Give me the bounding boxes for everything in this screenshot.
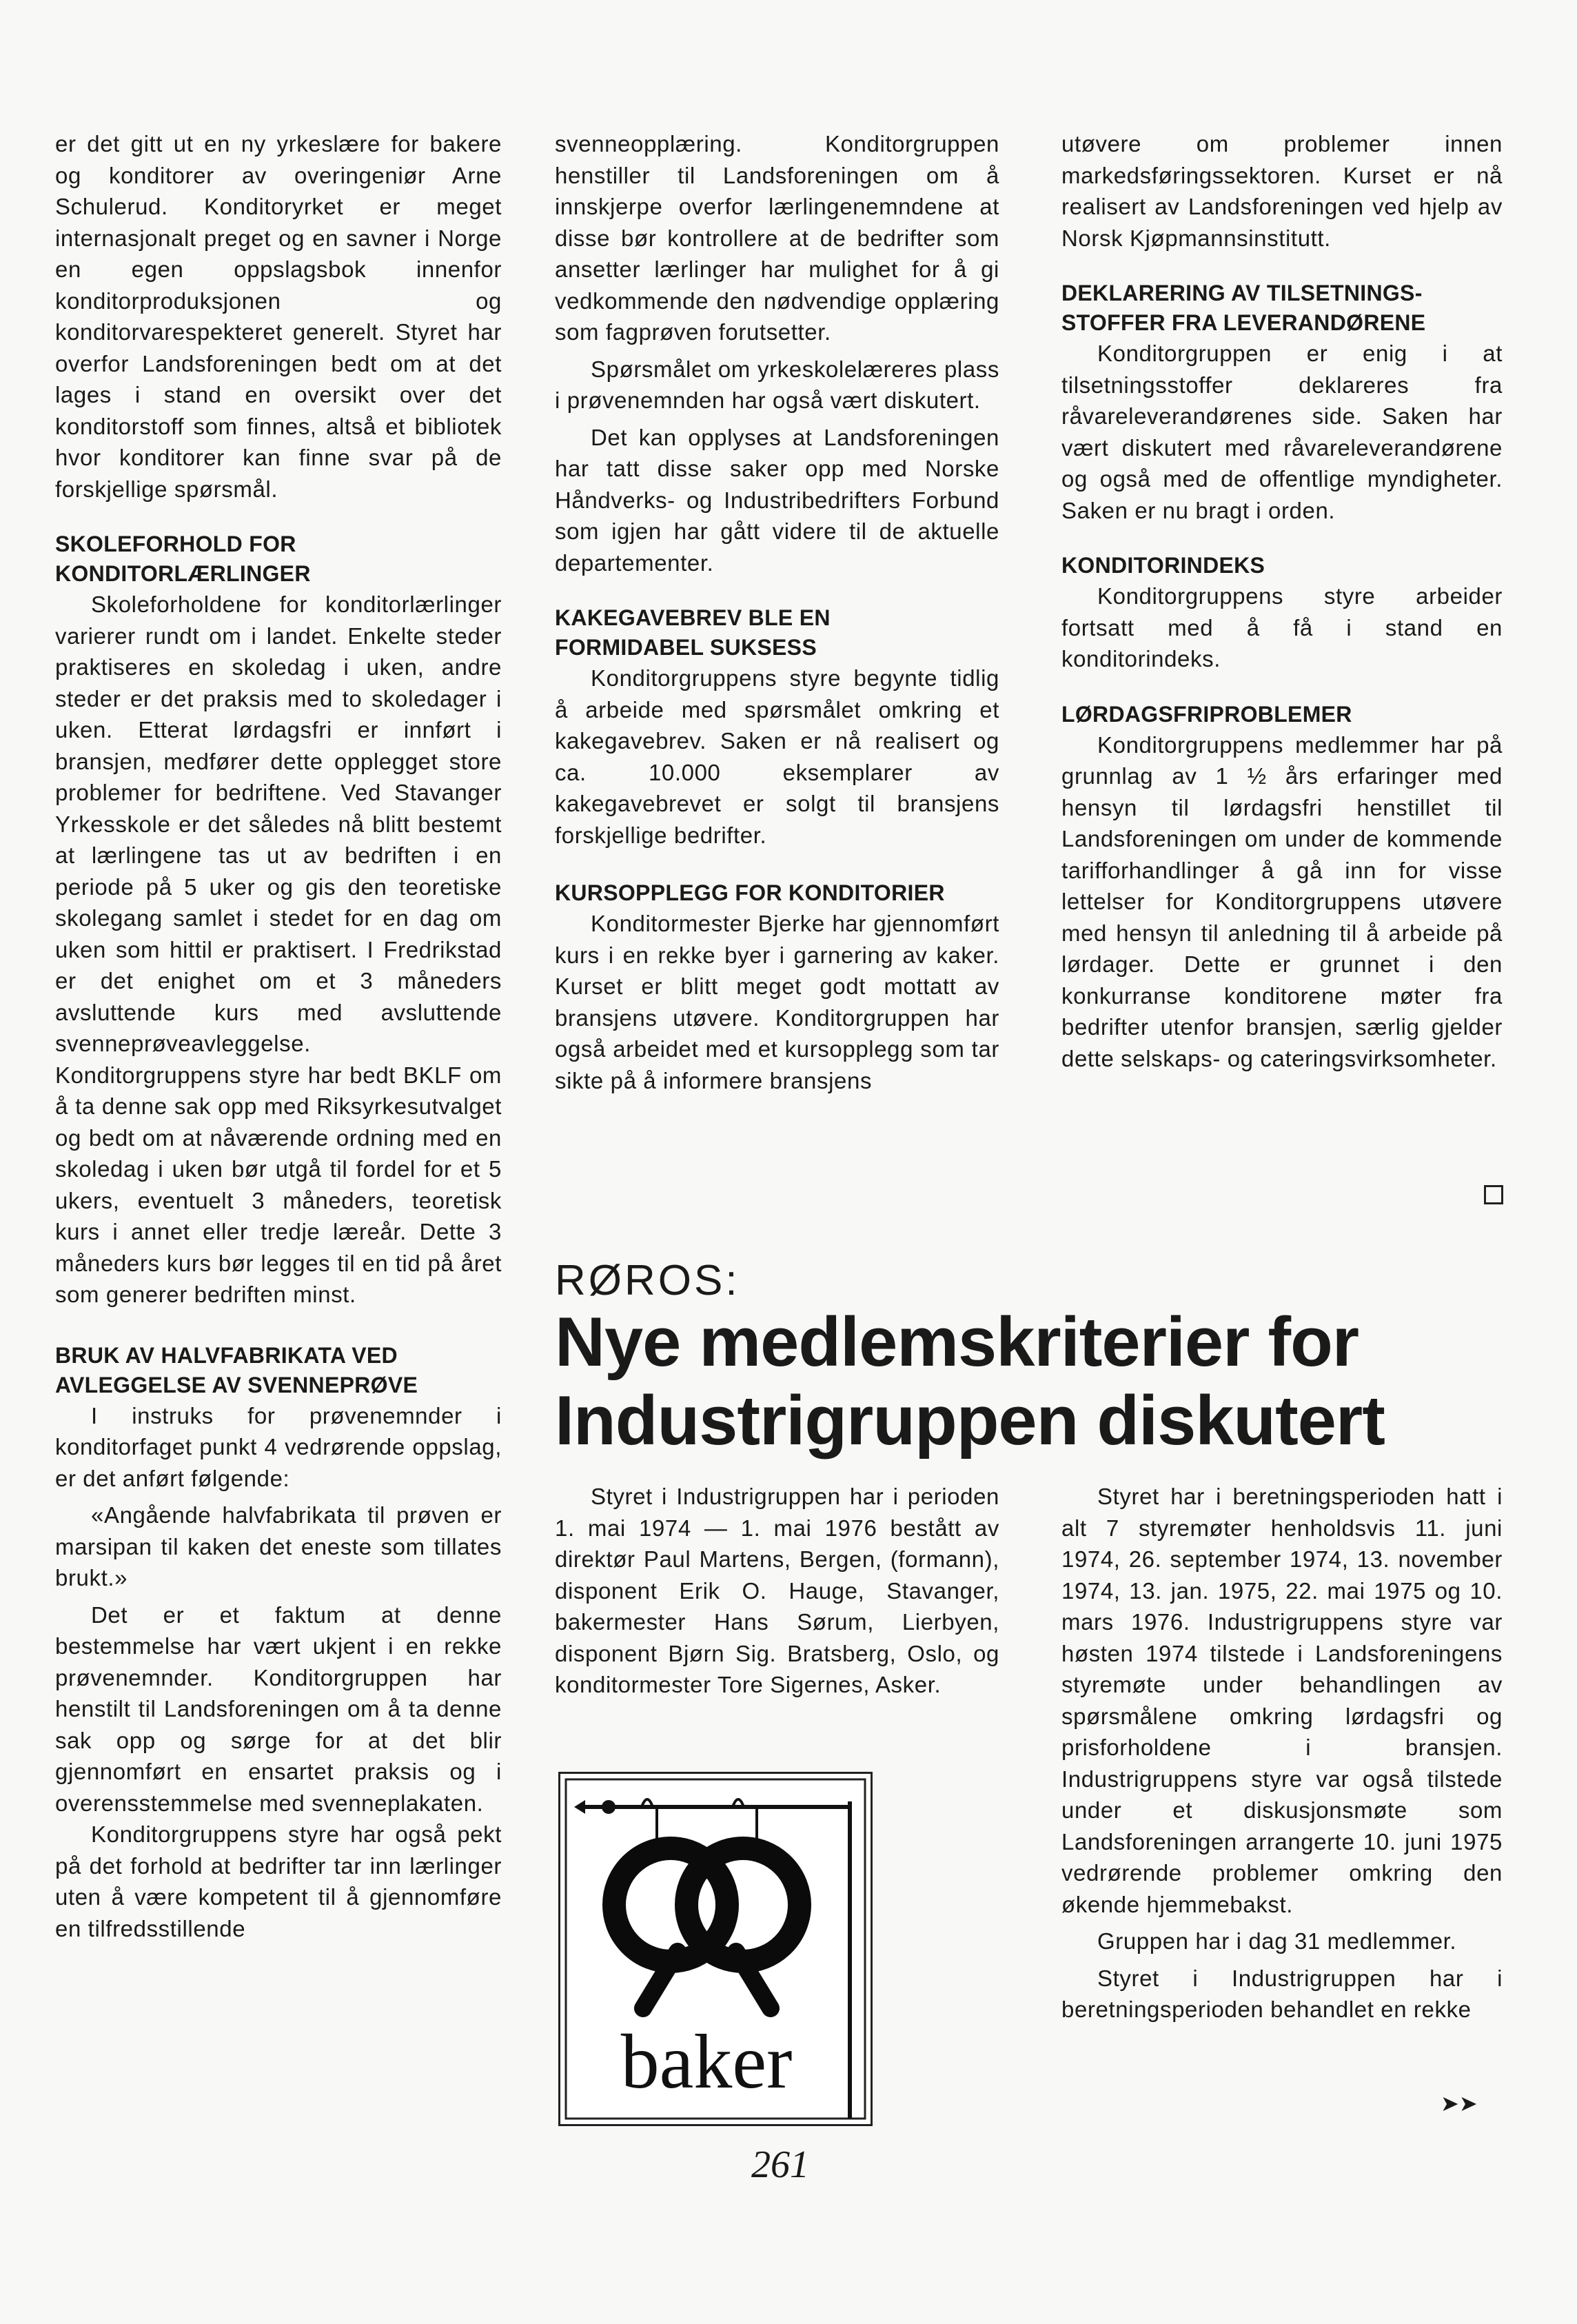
lordagsfri-body: Konditorgruppens medlemmer har på grunnlag av 1 ½ års erfaringer med hensyn til lørdagsfri henstillet til Landsforeningen om under de kommende tarifforhandlinger å gå inn for visse lettelser for Konditorgruppens utøvere med hensyn til anledning til å arbeide på lørdager. Dette er grunnet i den konkurranse konditorene møter fra bedrifter utenfor bransjen, særlig gjelder dette selskaps- og cateringsvirksomheter. [1061, 731, 1503, 1071]
middle-column [555, 128, 999, 1096]
pretzel-icon [614, 1848, 800, 2008]
section-heading-konditorindeks: KONDITORINDEKS [1061, 553, 1265, 578]
article2-right-column [1061, 1481, 1503, 2025]
article2-right-p1: Styret har i beretningsperioden hatt i alt 7 styremøter henholdsvis 11. juni 1974, 26. september 1974, 13. november 1974, 13. jan. 1975, 22. mai 1975 og 10. mars 1976. Industrigruppens styre var høsten 1974 tilstede i Landsforeningens styremøte under behandlingen av spørsmålene omkring lørdagsfri og prisforholdene i bransjen. Industrigruppens styre var også tilstede under et diskusjonsmøte som Landsforeningen arrangerte 10. juni 1975 vedrørende problemer omkring den økende hjemmebakst. [1061, 1484, 1503, 1917]
halvfabrikata-p3: Det er et faktum at denne bestemmelse har vært ukjent i en rekke prøvenemnder. Konditorgruppen har henstilt til Landsforeningen om å ta denne sak opp og sørge for at det blir gjennomført en ensartet praksis og i overensstemmelse med svenneplakaten. [55, 1601, 502, 1816]
left-intro-paragraph: er det gitt ut en ny yrkeslære for bakere og konditorer av overingeniør Arne Schulerud. Konditoryrket er meget internasjonalt preget og en savner i Norge en egen oppslagsbok innenfor konditorproduksjonen og konditorvarespekteret generelt. Styret har overfor Landsforeningen bedt om at det lages i stand en oversikt over det konditorstoff som finnes, altså et bibliotek hvor konditorer kan finne svar på de forskjellige spørsmål. [55, 131, 502, 502]
page-number: 261 [751, 2143, 809, 2186]
skoleforhold-body: Skoleforholdene for konditorlærlinger varierer rundt om i landet. Enkelte steder praktiseres en skoledag i uken, andre steder er det praksis med to skoledager i uken. Etterat lørdagsfri er innført i bransjen, medfører dette opplegget store problemer for bedriftene. Ved Stavanger Yrkesskole er det således nå blitt bestemt at lærlingene tas ut av bedriften i en periode på 5 uker og gis den teoretiske skolegang samlet i stedet for en dag om uken som hittil er praktisert. I Fredrikstad er det enighet om et 3 måneders avsluttende kurs med avsluttende svenneprøveavleggelse. Konditorgruppens styre har bedt BKLF om å ta denne sak opp med Riksyrkesutvalget og bedt om at nåværende ordning med en skoledag i uken bør utgå til fordel for et 5 ukers, eventuelt 3 måneders, teoretisk kurs i annet eller tredje læreår. Dette 3 måneders kurs bør legges til en tid på året som generer bedriften minst. [55, 592, 502, 1307]
kursopplegg-body: Konditormester Bjerke har gjennomført kurs i en rekke byer i garnering av kaker. Kurset er blitt meget godt mottatt av bransjens utøvere. Konditorgruppen har også arbeidet med et kursopplegg som tar sikte på å informere bransjens [555, 911, 999, 1093]
article2-right-p3: Styret i Industrigruppen har i beretningsperioden behandlet en rekke [1061, 1965, 1503, 2022]
deklarering-body: Konditorgruppen er enig i at tilsetningsstoffer deklareres fra råvareleverandørenes side. Saken har vært diskutert med råvareleverandørene og også med de offentlige myndigheter. Saken er nu bragt i orden. [1061, 341, 1503, 523]
kakegavebrev-body: Konditorgruppens styre begynte tidlig å arbeide med spørsmålet omkring et kakegavebrev. Saken er nå realisert og ca. 10.000 eksemplarer av kakegavebrevet er solgt til bransjens forskjellige bedrifter. [555, 665, 999, 848]
rod-knob [602, 1800, 615, 1814]
baker-sign-image [558, 1772, 873, 2126]
article-kicker: RØROS: [555, 1257, 740, 1304]
section-heading-skoleforhold: SKOLEFORHOLD FOR KONDITORLÆRLINGER [55, 532, 311, 586]
continue-arrows-icon: ➤➤ [1441, 2091, 1478, 2116]
section-heading-deklarering: DEKLARERING AV TILSETNINGS- STOFFER FRA LEVERANDØRENE [1061, 281, 1426, 335]
baker-sign-illustration [560, 1774, 871, 2124]
article2-middle-column [555, 1481, 999, 1701]
article2-right-p2: Gruppen har i dag 31 medlemmer. [1097, 1928, 1457, 1954]
middle-p2: Spørsmålet om yrkeskolelæreres plass i prøvenemnden har også vært diskutert. [555, 356, 999, 413]
halvfabrikata-quote: «Angående halvfabrikata til prøven er marsipan til kaken det eneste som tillates brukt.» [55, 1502, 502, 1590]
halvfabrikata-p4: Konditorgruppens styre har også pekt på det forhold at bedrifter tar inn lærlinger uten å være kompetent til å gjennomføre en tilfredsstillende [55, 1821, 502, 1941]
left-column [55, 128, 502, 1944]
halvfabrikata-p1: I instruks for prøvenemnder i konditorfaget punkt 4 vedrørende oppslag, er det anført følgende: [55, 1402, 502, 1491]
right-column [1061, 128, 1503, 1074]
end-of-article-box [1484, 1185, 1503, 1204]
article2-middle-p1: Styret i Industrigruppen har i perioden 1. mai 1974 — 1. mai 1976 bestått av direktør Paul Martens, Bergen, (formann), disponent Erik O. Hauge, Stavanger, bakermester Hans Sørum, Lierbyen, disponent Bjørn Sig. Bratsberg, Oslo, og konditormester Tore Sigernes, Asker. [555, 1484, 999, 1697]
middle-p1: svenneopplæring. Konditorgruppen henstiller til Landsforeningen om å innskjerpe overfor lærlingenemndene at disse bør kontrollere at de bedrifter som ansetter lærlinger har mulighet for å gi vedkommende den nødvendige opplæring som fagprøven forutsetter. [555, 131, 999, 345]
right-p1: utøvere om problemer innen markedsføringssektoren. Kurset er nå realisert av Landsforeningen ved hjelp av Norsk Kjøpmannsinstitutt. [1061, 131, 1503, 251]
section-heading-kursopplegg: KURSOPPLEGG FOR KONDITORIER [555, 880, 945, 905]
section-heading-halvfabrikata: BRUK AV HALVFABRIKATA VED AVLEGGELSE AV SVENNEPRØVE [55, 1342, 418, 1397]
rod-tip [574, 1800, 585, 1814]
konditorindeks-body: Konditorgruppens styre arbeider fortsatt med å få i stand en konditorindeks. [1061, 583, 1503, 671]
section-heading-lordagsfri: LØRDAGSFRIPROBLEMER [1061, 701, 1352, 727]
article-headline: Nye medlemskriterier for Industrigruppen diskutert [555, 1304, 1385, 1459]
baker-sign-text: baker [620, 2019, 793, 2105]
section-heading-kakegavebrev: KAKEGAVEBREV BLE EN FORMIDABEL SUKSESS [555, 605, 831, 660]
middle-p3: Det kan opplyses at Landsforeningen har tatt disse saker opp med Norske Håndverks- og Industribedrifters Forbund som igjen har gått videre til de aktuelle departementer. [555, 424, 999, 576]
